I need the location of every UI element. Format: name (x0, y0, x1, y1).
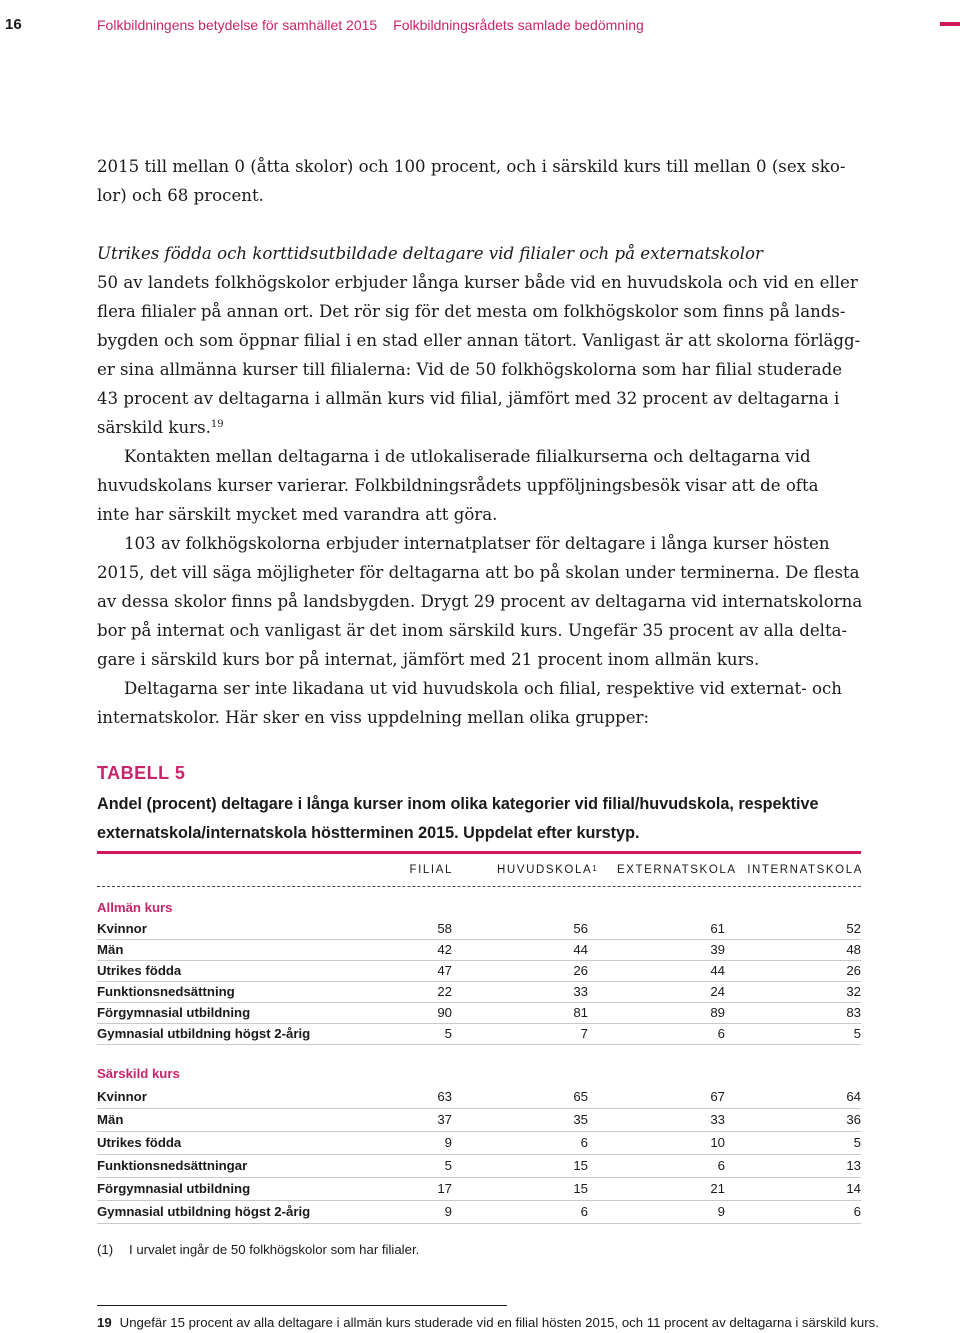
cell-filial: 9 (444, 1135, 452, 1150)
cell-externatskola: 33 (710, 1112, 725, 1127)
table-top-rule (97, 851, 861, 854)
cell-internatskola: 52 (846, 921, 861, 936)
page-header (0, 0, 960, 50)
subheading: Utrikes födda och korttidsutbildade deltagare vid filialer och på externatskolor (97, 244, 763, 263)
cell-huvudskola: 7 (580, 1026, 588, 1041)
row-label: Gymnasial utbildning högst 2-årig (97, 1204, 311, 1219)
column-header-huvudskola (497, 864, 597, 876)
row-divider (97, 1044, 861, 1045)
cell-huvudskola: 65 (573, 1089, 588, 1104)
footnote-reference[interactable]: 19 (210, 419, 224, 430)
line: bor på internat och vanligast är det inom särskild kurs. Ungefär 35 procent av alla delta- (97, 621, 848, 640)
row-label: Förgymnasial utbildning (97, 1005, 251, 1020)
row-divider (97, 1154, 861, 1155)
table-row (97, 1026, 861, 1044)
paragraph-spacer (97, 210, 869, 239)
table-row (97, 921, 861, 939)
cell-externatskola: 67 (710, 1089, 725, 1104)
row-divider (97, 1023, 861, 1024)
row-label: Kvinnor (97, 1089, 147, 1104)
cell-externatskola: 6 (717, 1158, 725, 1173)
footnote-text: Ungefär 15 procent av alla deltagare i allmän kurs studerade vid en filial hösten 2015, och 11 procent av deltagarna i särskild kurs. (119, 1315, 879, 1330)
cell-huvudskola: 33 (573, 984, 588, 999)
body-text (97, 152, 869, 732)
row-label: Utrikes födda (97, 1135, 182, 1150)
cell-internatskola: 48 (846, 942, 861, 957)
row-divider (97, 1108, 861, 1109)
row-divider (97, 939, 861, 940)
row-divider (97, 1131, 861, 1132)
cell-filial: 42 (437, 942, 452, 957)
cell-internatskola: 14 (846, 1181, 861, 1196)
cell-externatskola: 21 (710, 1181, 725, 1196)
line: 43 procent av deltagarna i allmän kurs vid filial, jämfört med 32 procent av deltagarna i (97, 389, 840, 408)
cell-externatskola: 10 (710, 1135, 725, 1150)
cell-filial: 5 (444, 1026, 452, 1041)
section-title: Folkbildningsrådets samlade bedömning (393, 17, 644, 33)
row-label: Kvinnor (97, 921, 147, 936)
publication-title: Folkbildningens betydelse för samhället 2015 (97, 17, 378, 33)
line: Kontakten mellan deltagarna i de utlokaliserade filialkurserna och deltagarna vid (124, 447, 811, 466)
table-row (97, 963, 861, 981)
line: internatskolor. Här sker en viss uppdelning mellan olika grupper: (97, 708, 650, 727)
caption-line: externatskola/internatskola höstterminen 2015. Uppdelat efter kurstyp. (97, 824, 640, 842)
table-row (97, 1135, 861, 1153)
table-note-text: I urvalet ingår de 50 folkhögskolor som har filialer. (129, 1242, 420, 1257)
row-divider (97, 1177, 861, 1178)
table-caption (97, 790, 867, 848)
cell-huvudskola: 35 (573, 1112, 588, 1127)
cell-filial: 37 (437, 1112, 452, 1127)
line: huvudskolans kurser varierar. Folkbildningsrådets uppföljningsbesök visar att de ofta (97, 476, 819, 495)
caption-line: Andel (procent) deltagare i långa kurser inom olika kategorier vid filial/huvudskola, respektive (97, 795, 819, 813)
cell-internatskola: 5 (853, 1135, 861, 1150)
row-divider (97, 981, 861, 982)
table-note (97, 1242, 419, 1257)
table-header-dashed-rule (97, 886, 861, 887)
table-row (97, 942, 861, 960)
line: 2015, det vill säga möjligheter för deltagarna att bo på skolan under terminerna. De flesta (97, 563, 860, 582)
cell-filial: 58 (437, 921, 452, 936)
paragraph-2 (97, 268, 869, 442)
column-note-marker: 1 (592, 864, 597, 873)
cell-huvudskola: 6 (580, 1135, 588, 1150)
cell-filial: 47 (437, 963, 452, 978)
table-row (97, 1158, 861, 1176)
page-footnote (97, 1315, 879, 1330)
cell-huvudskola: 6 (580, 1204, 588, 1219)
row-label: Funktionsnedsättning (97, 984, 235, 999)
cell-huvudskola: 44 (573, 942, 588, 957)
line: er sina allmänna kurser till filialerna: Vid de 50 folkhögskolorna som har filial studerade (97, 360, 843, 379)
footnote-number: 19 (97, 1315, 112, 1330)
cell-internatskola: 13 (846, 1158, 861, 1173)
table-note-marker: (1) (97, 1242, 114, 1257)
line: särskild kurs. (97, 418, 211, 437)
cell-externatskola: 89 (710, 1005, 725, 1020)
cell-filial: 90 (437, 1005, 452, 1020)
running-head (97, 17, 644, 33)
table-row (97, 984, 861, 1002)
cell-externatskola: 61 (710, 921, 725, 936)
corner-accent-mark (940, 22, 960, 26)
column-header-filial: FILIAL (409, 864, 453, 876)
column-header-externatskola: EXTERNATSKOLA (617, 864, 737, 876)
group-title-sarskild-kurs: Särskild kurs (97, 1066, 180, 1081)
cell-externatskola: 9 (717, 1204, 725, 1219)
cell-filial: 22 (437, 984, 452, 999)
cell-huvudskola: 26 (573, 963, 588, 978)
table-column-headers (97, 864, 861, 882)
row-divider (97, 1223, 861, 1224)
cell-filial: 17 (437, 1181, 452, 1196)
line: bygden och som öppnar filial i en stad eller annan tätort. Vanligast är att skolorna förlägg- (97, 331, 861, 350)
line: inte har särskilt mycket med varandra att göra. (97, 505, 498, 524)
cell-internatskola: 64 (846, 1089, 861, 1104)
cell-huvudskola: 81 (573, 1005, 588, 1020)
cell-internatskola: 26 (846, 963, 861, 978)
cell-externatskola: 6 (717, 1026, 725, 1041)
cell-internatskola: 5 (853, 1026, 861, 1041)
cell-huvudskola: 15 (573, 1181, 588, 1196)
cell-huvudskola: 15 (573, 1158, 588, 1173)
line: 2015 till mellan 0 (åtta skolor) och 100 procent, och i särskild kurs till mellan 0 (sex sko- (97, 157, 846, 176)
cell-filial: 5 (444, 1158, 452, 1173)
row-divider (97, 1200, 861, 1201)
cell-internatskola: 36 (846, 1112, 861, 1127)
row-label: Gymnasial utbildning högst 2-årig (97, 1026, 311, 1041)
line: 103 av folkhögskolorna erbjuder internatplatser för deltagare i långa kurser hösten (124, 534, 830, 553)
column-header-label: HUVUDSKOLA (497, 864, 593, 876)
line: lor) och 68 procent. (97, 186, 264, 205)
paragraph-4 (97, 529, 869, 674)
paragraph-5 (97, 674, 869, 732)
row-divider (97, 1002, 861, 1003)
cell-externatskola: 39 (710, 942, 725, 957)
paragraph-3 (97, 442, 869, 529)
row-label: Män (97, 942, 124, 957)
table-label: TABELL 5 (97, 763, 186, 783)
table-row (97, 1181, 861, 1199)
group-title-allman-kurs: Allmän kurs (97, 900, 173, 915)
table-row (97, 1204, 861, 1222)
table-row (97, 1112, 861, 1130)
cell-externatskola: 24 (710, 984, 725, 999)
line: Deltagarna ser inte likadana ut vid huvudskola och filial, respektive vid externat- och (124, 679, 842, 698)
cell-internatskola: 83 (846, 1005, 861, 1020)
column-header-internatskola: INTERNATSKOLA (747, 864, 863, 876)
table-row (97, 1089, 861, 1107)
paragraph-1 (97, 152, 869, 210)
cell-internatskola: 32 (846, 984, 861, 999)
cell-internatskola: 6 (853, 1204, 861, 1219)
row-divider (97, 960, 861, 961)
line: 50 av landets folkhögskolor erbjuder långa kurser både vid en huvudskola och vid en eller (97, 273, 858, 292)
line: gare i särskild kurs bor på internat, jämfört med 21 procent inom allmän kurs. (97, 650, 760, 669)
row-label: Förgymnasial utbildning (97, 1181, 251, 1196)
cell-externatskola: 44 (710, 963, 725, 978)
cell-filial: 63 (437, 1089, 452, 1104)
table-row (97, 1005, 861, 1023)
footnote-rule (97, 1305, 507, 1306)
cell-huvudskola: 56 (573, 921, 588, 936)
page-number: 16 (5, 16, 22, 33)
cell-filial: 9 (444, 1204, 452, 1219)
row-label: Funktionsnedsättningar (97, 1158, 248, 1173)
line: flera filialer på annan ort. Det rör sig för det mesta om folkhögskolor som finns på lands- (97, 302, 846, 321)
row-label: Utrikes födda (97, 963, 182, 978)
row-label: Män (97, 1112, 124, 1127)
line: av dessa skolor finns på landsbygden. Drygt 29 procent av deltagarna vid internatskolorna (97, 592, 863, 611)
